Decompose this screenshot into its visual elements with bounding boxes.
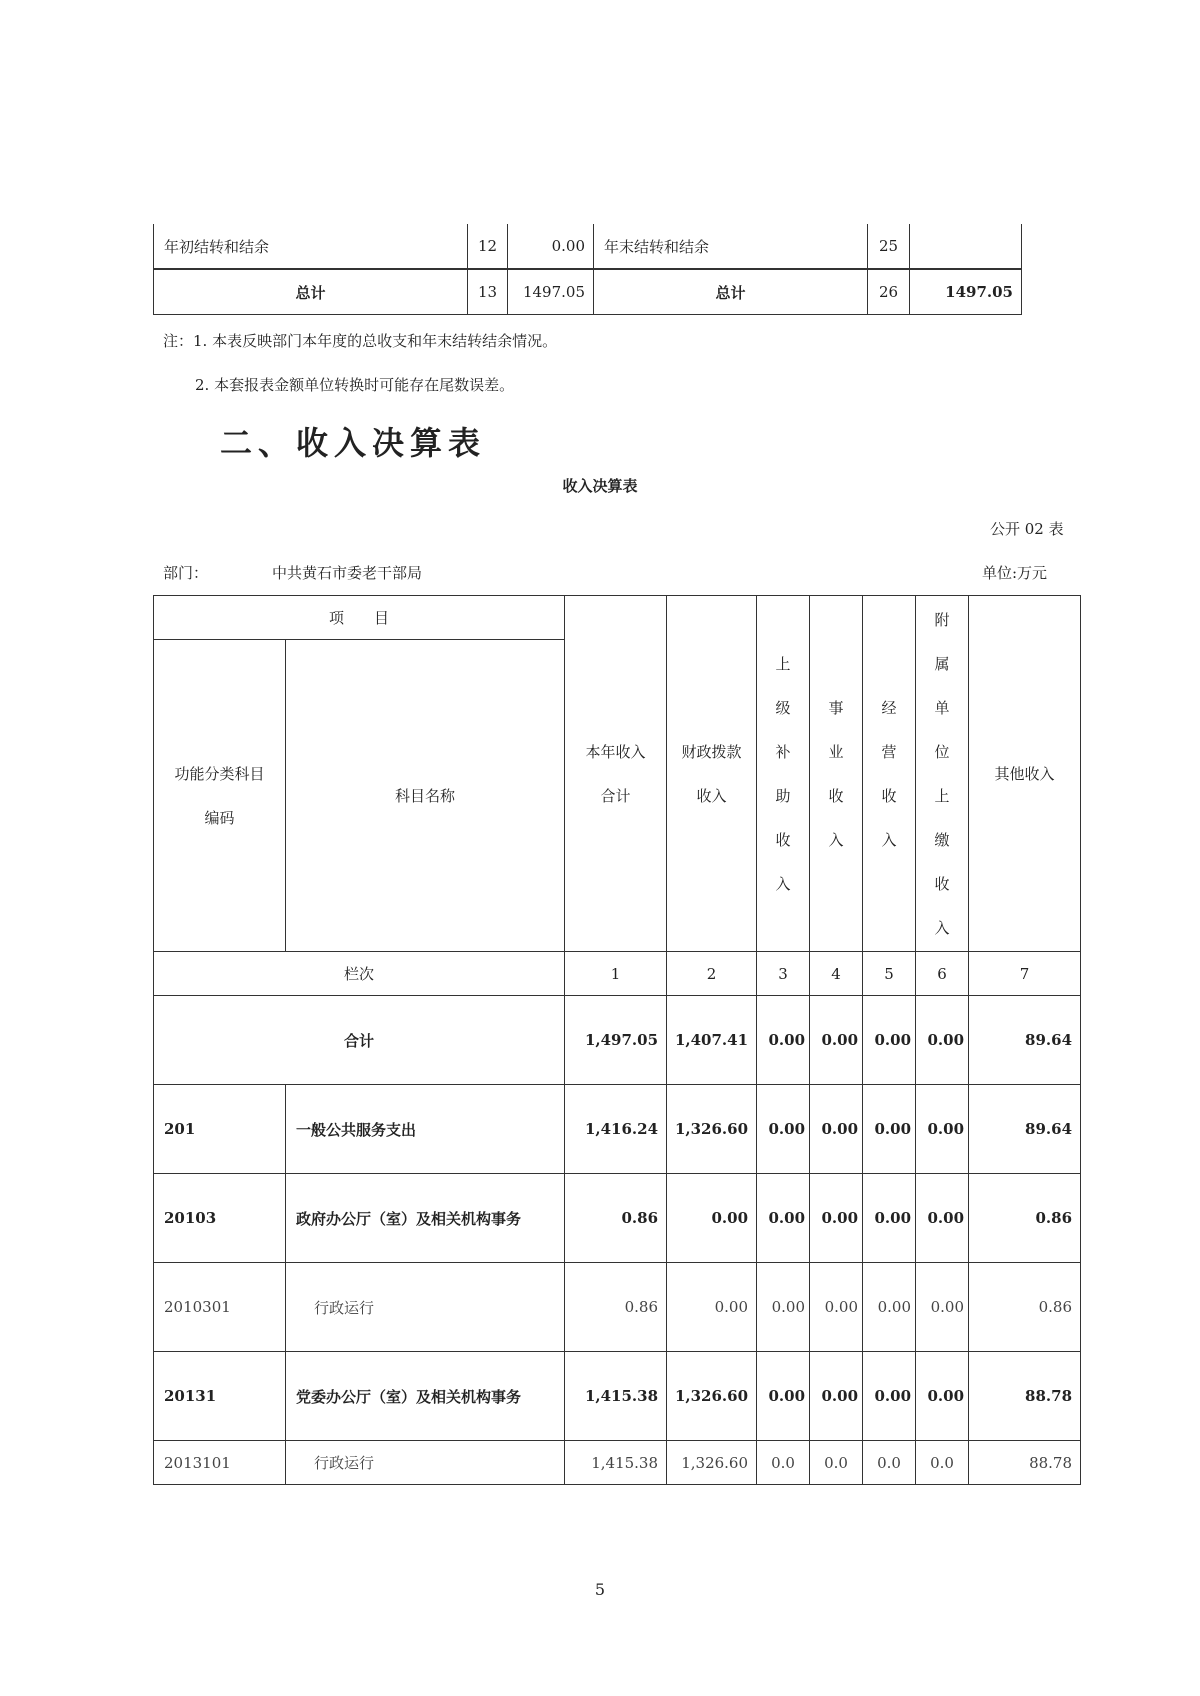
row-total-income: 1,416.24 [565,1085,667,1174]
table-row [154,224,1022,269]
table-row [154,1352,1081,1441]
column-index-row [154,952,1081,996]
summary-total-value-left: 1497.05 [508,269,594,315]
row-other-income: 0.86 [969,1174,1081,1263]
header-char: 上 [934,786,950,805]
header-char: 入 [775,874,791,893]
row-c6: 0.00 [916,996,969,1085]
summary-right-value [910,224,1022,269]
summary-left-no: 12 [468,224,508,269]
table-row [154,996,1081,1085]
unit-label: 单位:万元 [982,564,1048,582]
table-header-row [154,596,1081,640]
row-code: 20103 [154,1174,286,1263]
row-c5: 0.00 [863,1085,916,1174]
row-code: 2010301 [154,1263,286,1352]
row-fiscal-income: 1,326.60 [667,1441,757,1485]
row-total-income: 0.86 [565,1174,667,1263]
summary-total-label-left: 总计 [154,269,468,315]
row-other-income: 89.64 [969,996,1081,1085]
row-name: 政府办公厅（室）及相关机构事务 [286,1174,565,1263]
row-c4: 0.00 [810,1352,863,1441]
header-fiscal-income: 财政拨款 收入 [667,596,757,952]
header-char: 入 [828,830,844,849]
header-other-income: 其他收入 [969,596,1081,952]
summary-right-label: 年末结转和结余 [594,224,868,269]
row-c3: 0.00 [757,996,810,1085]
row-c5: 0.00 [863,1263,916,1352]
header-char: 助 [775,786,791,805]
row-c3: 0.00 [757,1352,810,1441]
row-other-income: 88.78 [969,1352,1081,1441]
summary-table [153,224,1022,315]
header-char: 位 [934,742,950,761]
row-name: 党委办公厅（室）及相关机构事务 [286,1352,565,1441]
row-other-income: 88.78 [969,1441,1081,1485]
header-char: 营 [881,742,897,761]
row-c6: 0.00 [916,1352,969,1441]
section-title: 二、收入决算表 [220,424,487,462]
header-total-income: 本年收入 合计 [565,596,667,952]
note-2: 2. 本套报表金额单位转换时可能存在尾数误差。 [195,376,515,394]
note-1: 注：1. 本表反映部门本年度的总收支和年末结转结余情况。 [163,332,558,350]
column-index: 4 [810,952,863,996]
row-c6: 0.00 [916,1085,969,1174]
row-c4: 0.00 [810,1174,863,1263]
row-c5: 0.00 [863,1174,916,1263]
header-char: 收 [775,830,791,849]
summary-left-value: 0.00 [508,224,594,269]
column-index: 6 [916,952,969,996]
row-c6: 0.00 [916,1174,969,1263]
header-char: 事 [828,698,844,717]
header-char: 业 [828,742,844,761]
row-name: 一般公共服务支出 [286,1085,565,1174]
summary-total-no-right: 26 [868,269,910,315]
row-c4: 0.00 [810,1085,863,1174]
header-char: 收 [934,874,950,893]
column-index: 1 [565,952,667,996]
header-affiliate-income [916,596,969,952]
header-char: 上 [775,654,791,673]
header-char: 属 [934,654,950,673]
header-name: 科目名称 [286,640,565,952]
header-char: 级 [775,698,791,717]
header-operation-income [863,596,916,952]
column-index: 2 [667,952,757,996]
header-char: 补 [775,742,791,761]
row-fiscal-income: 1,326.60 [667,1085,757,1174]
row-c3: 0.00 [757,1085,810,1174]
row-other-income: 0.86 [969,1263,1081,1352]
table-row [154,1174,1081,1263]
table-row [154,1441,1081,1485]
row-c5: 0.0 [863,1441,916,1485]
row-fiscal-income: 0.00 [667,1263,757,1352]
row-c6: 0.0 [916,1441,969,1485]
row-fiscal-income: 1,407.41 [667,996,757,1085]
row-name: 行政运行 [286,1263,565,1352]
header-char: 单 [934,698,950,717]
summary-total-label-right: 总计 [594,269,868,315]
row-c3: 0.00 [757,1263,810,1352]
row-name: 合计 [154,996,565,1085]
income-table [153,595,1081,1485]
header-char: 入 [934,918,950,937]
row-c4: 0.00 [810,1263,863,1352]
summary-left-label: 年初结转和结余 [154,224,468,269]
header-superior-subsidy [757,596,810,952]
header-code: 功能分类科目 编码 [154,640,286,952]
row-c5: 0.00 [863,1352,916,1441]
summary-total-value-right: 1497.05 [910,269,1022,315]
row-fiscal-income: 0.00 [667,1174,757,1263]
row-code: 201 [154,1085,286,1174]
row-total-income: 1,415.38 [565,1441,667,1485]
row-c4: 0.00 [810,996,863,1085]
header-char: 入 [881,830,897,849]
row-total-income: 1,415.38 [565,1352,667,1441]
row-code: 2013101 [154,1441,286,1485]
form-number: 公开 02 表 [990,520,1064,538]
header-business-income [810,596,863,952]
row-c3: 0.00 [757,1174,810,1263]
row-c6: 0.00 [916,1263,969,1352]
row-total-income: 1,497.05 [565,996,667,1085]
row-code: 20131 [154,1352,286,1441]
header-char: 缴 [934,830,950,849]
row-total-income: 0.86 [565,1263,667,1352]
table-row [154,1085,1081,1174]
summary-right-no: 25 [868,224,910,269]
page-number: 5 [594,1580,606,1599]
row-name: 行政运行 [286,1441,565,1485]
summary-total-no-left: 13 [468,269,508,315]
row-c3: 0.0 [757,1441,810,1485]
header-char: 经 [881,698,897,717]
column-index: 3 [757,952,810,996]
header-item: 项 目 [154,596,565,640]
column-index: 7 [969,952,1081,996]
row-c4: 0.0 [810,1441,863,1485]
header-char: 附 [934,610,950,629]
table-row [154,269,1022,315]
column-index: 5 [863,952,916,996]
header-char: 收 [828,786,844,805]
header-char: 收 [881,786,897,805]
table-row [154,1263,1081,1352]
row-fiscal-income: 1,326.60 [667,1352,757,1441]
column-index-label: 栏次 [154,952,565,996]
dept-label: 部门： [163,564,209,582]
dept-name: 中共黄石市委老干部局 [272,564,423,582]
table-title: 收入决算表 [562,477,638,495]
row-other-income: 89.64 [969,1085,1081,1174]
row-c5: 0.00 [863,996,916,1085]
